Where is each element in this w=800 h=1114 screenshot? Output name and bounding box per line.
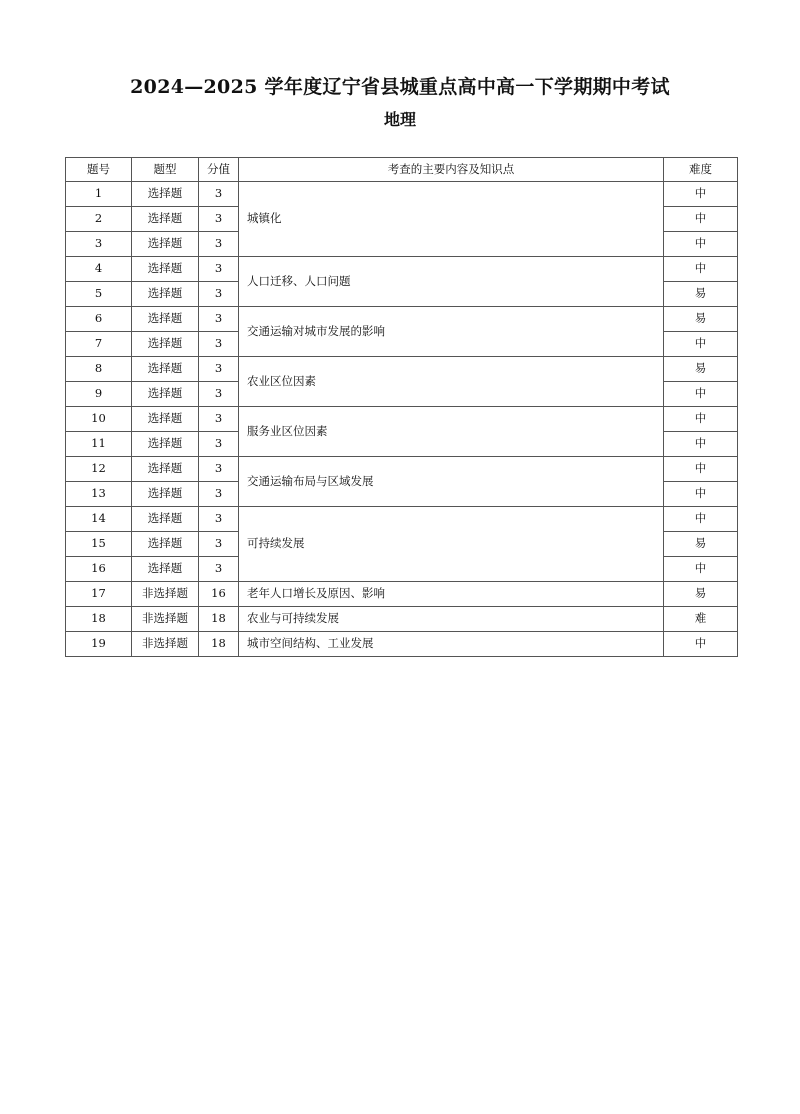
cell-number: 14 <box>66 507 132 532</box>
cell-type: 选择题 <box>132 182 199 207</box>
cell-difficulty: 易 <box>664 532 738 557</box>
cell-score: 3 <box>199 357 239 382</box>
cell-type: 选择题 <box>132 382 199 407</box>
exam-analysis-table <box>65 157 738 657</box>
header-content: 考查的主要内容及知识点 <box>239 158 664 182</box>
cell-difficulty: 中 <box>664 207 738 232</box>
cell-type: 非选择题 <box>132 582 199 607</box>
cell-difficulty: 中 <box>664 232 738 257</box>
cell-score: 18 <box>199 632 239 657</box>
cell-type: 非选择题 <box>132 632 199 657</box>
table-header-row <box>66 158 738 182</box>
cell-score: 3 <box>199 232 239 257</box>
cell-topic: 老年人口增长及原因、影响 <box>239 582 664 607</box>
cell-number: 7 <box>66 332 132 357</box>
cell-difficulty: 中 <box>664 407 738 432</box>
cell-topic: 农业与可持续发展 <box>239 607 664 632</box>
cell-number: 12 <box>66 457 132 482</box>
cell-topic: 农业区位因素 <box>239 357 664 407</box>
cell-type: 非选择题 <box>132 607 199 632</box>
cell-score: 3 <box>199 207 239 232</box>
cell-score: 18 <box>199 607 239 632</box>
subject-title: 地理 <box>383 110 416 129</box>
table-row <box>66 607 738 632</box>
cell-score: 3 <box>199 532 239 557</box>
cell-score: 3 <box>199 332 239 357</box>
cell-number: 18 <box>66 607 132 632</box>
table-row <box>66 457 738 482</box>
cell-number: 17 <box>66 582 132 607</box>
table-row <box>66 357 738 382</box>
cell-topic: 交通运输对城市发展的影响 <box>239 307 664 357</box>
cell-type: 选择题 <box>132 432 199 457</box>
header-score: 分值 <box>199 158 239 182</box>
cell-number: 6 <box>66 307 132 332</box>
cell-number: 9 <box>66 382 132 407</box>
cell-score: 3 <box>199 557 239 582</box>
cell-difficulty: 易 <box>664 307 738 332</box>
header-number: 题号 <box>66 158 132 182</box>
cell-type: 选择题 <box>132 532 199 557</box>
cell-difficulty: 易 <box>664 282 738 307</box>
cell-score: 3 <box>199 482 239 507</box>
cell-type: 选择题 <box>132 457 199 482</box>
table-row <box>66 257 738 282</box>
cell-score: 3 <box>199 457 239 482</box>
cell-number: 11 <box>66 432 132 457</box>
cell-topic: 城市空间结构、工业发展 <box>239 632 664 657</box>
cell-number: 3 <box>66 232 132 257</box>
cell-number: 19 <box>66 632 132 657</box>
cell-type: 选择题 <box>132 207 199 232</box>
table-row <box>66 507 738 532</box>
cell-topic: 可持续发展 <box>239 507 664 582</box>
table-row <box>66 307 738 332</box>
cell-difficulty: 中 <box>664 507 738 532</box>
cell-score: 3 <box>199 407 239 432</box>
cell-score: 3 <box>199 307 239 332</box>
cell-number: 4 <box>66 257 132 282</box>
cell-topic: 交通运输布局与区域发展 <box>239 457 664 507</box>
cell-difficulty: 难 <box>664 607 738 632</box>
cell-score: 16 <box>199 582 239 607</box>
cell-type: 选择题 <box>132 307 199 332</box>
cell-type: 选择题 <box>132 282 199 307</box>
cell-score: 3 <box>199 182 239 207</box>
table-row <box>66 182 738 207</box>
cell-type: 选择题 <box>132 257 199 282</box>
cell-difficulty: 易 <box>664 357 738 382</box>
document-title: 2024—2025 学年度辽宁省县城重点高中高一下学期期中考试 <box>130 76 670 98</box>
cell-type: 选择题 <box>132 482 199 507</box>
table-row <box>66 407 738 432</box>
cell-difficulty: 中 <box>664 457 738 482</box>
table-row <box>66 582 738 607</box>
cell-type: 选择题 <box>132 407 199 432</box>
cell-difficulty: 中 <box>664 557 738 582</box>
cell-number: 8 <box>66 357 132 382</box>
cell-difficulty: 中 <box>664 382 738 407</box>
cell-difficulty: 中 <box>664 632 738 657</box>
cell-topic: 城镇化 <box>239 182 664 257</box>
header-type: 题型 <box>132 158 199 182</box>
cell-number: 15 <box>66 532 132 557</box>
header-difficulty: 难度 <box>664 158 738 182</box>
cell-number: 5 <box>66 282 132 307</box>
cell-topic: 人口迁移、人口问题 <box>239 257 664 307</box>
cell-number: 2 <box>66 207 132 232</box>
cell-type: 选择题 <box>132 232 199 257</box>
cell-score: 3 <box>199 282 239 307</box>
cell-difficulty: 中 <box>664 182 738 207</box>
cell-difficulty: 中 <box>664 332 738 357</box>
cell-score: 3 <box>199 257 239 282</box>
cell-number: 16 <box>66 557 132 582</box>
cell-score: 3 <box>199 432 239 457</box>
cell-score: 3 <box>199 382 239 407</box>
cell-difficulty: 易 <box>664 582 738 607</box>
cell-type: 选择题 <box>132 507 199 532</box>
table-row <box>66 632 738 657</box>
cell-type: 选择题 <box>132 357 199 382</box>
cell-number: 10 <box>66 407 132 432</box>
cell-difficulty: 中 <box>664 482 738 507</box>
cell-type: 选择题 <box>132 332 199 357</box>
cell-difficulty: 中 <box>664 257 738 282</box>
cell-type: 选择题 <box>132 557 199 582</box>
cell-score: 3 <box>199 507 239 532</box>
cell-difficulty: 中 <box>664 432 738 457</box>
cell-topic: 服务业区位因素 <box>239 407 664 457</box>
cell-number: 1 <box>66 182 132 207</box>
cell-number: 13 <box>66 482 132 507</box>
